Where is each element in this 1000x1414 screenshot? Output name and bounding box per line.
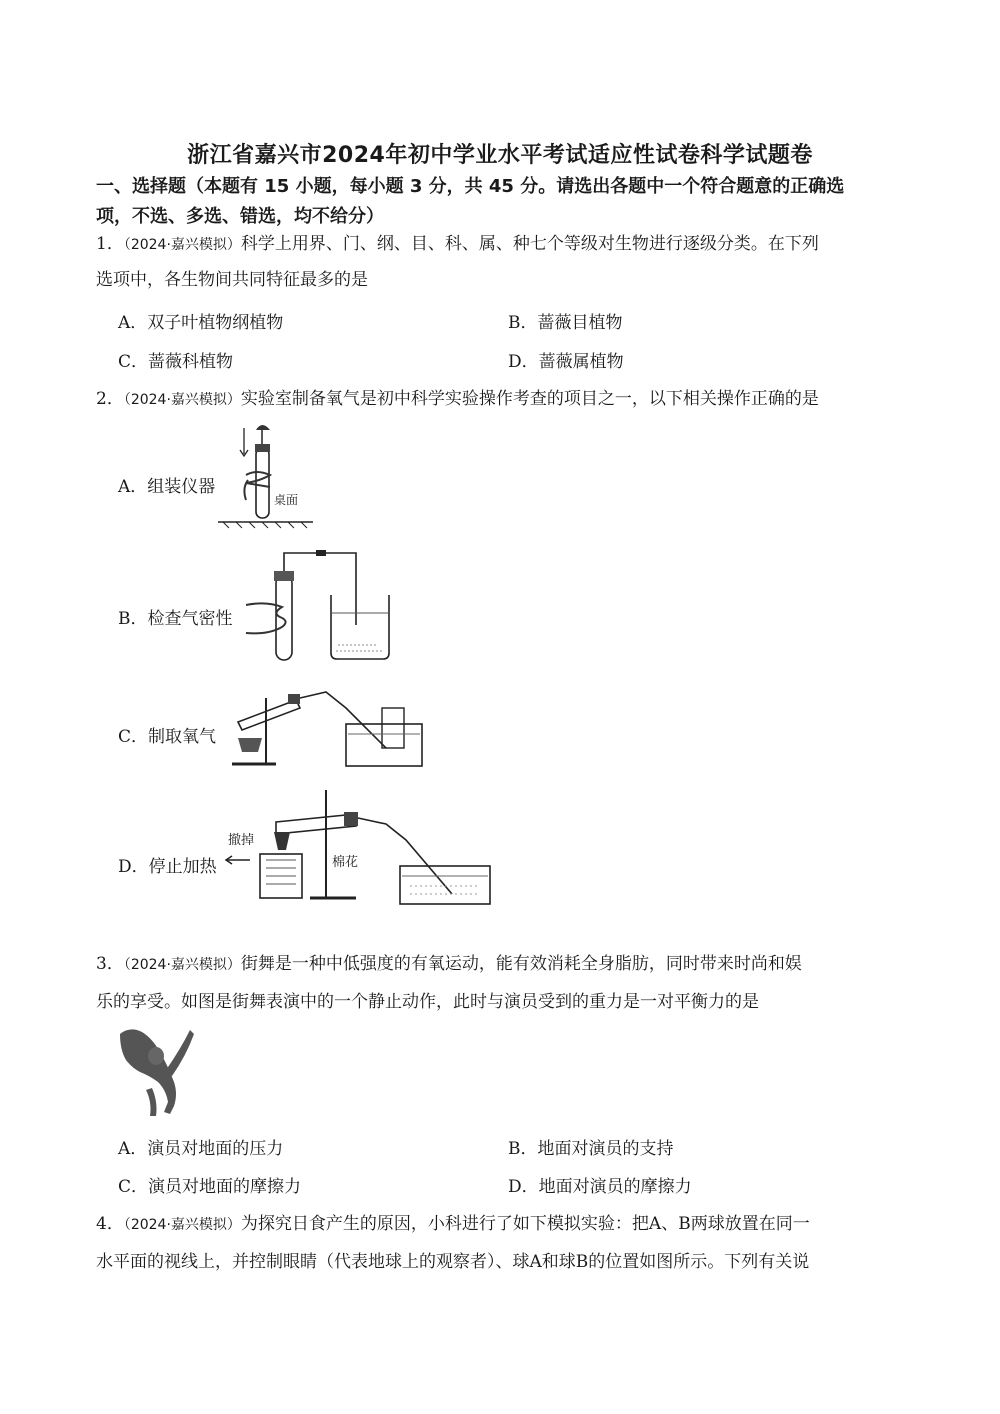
q3-source: （2024·嘉兴模拟）	[123, 957, 241, 973]
q2-text: 实验室制备氧气是初中科学实验操作考查的项目之一，以下相关操作正确的是	[240, 389, 819, 409]
section-header	[96, 172, 916, 232]
q3-option-c[interactable]	[118, 1172, 301, 1197]
q4-line2: 水平面的视线上，并控制眼睛（代表地球上的观察者）、球A和球B的位置如图所示。下列有关说	[96, 1252, 810, 1272]
option-label: C．	[118, 352, 149, 372]
option-label: B．	[508, 313, 538, 333]
option-text: 蔷薇目植物	[537, 313, 623, 333]
option-text: 组装仪器	[147, 477, 216, 497]
q4-line1	[96, 1212, 810, 1237]
option-text: 蔷薇科植物	[148, 352, 234, 372]
option-text: 蔷薇属植物	[538, 352, 624, 372]
option-label: B．	[118, 609, 148, 629]
q1-option-a[interactable]	[118, 308, 283, 333]
q3-figure-dancer	[116, 1020, 196, 1120]
option-text: 地面对演员的摩擦力	[538, 1177, 692, 1197]
remove-label: 撤掉	[228, 833, 255, 848]
q2-option-b[interactable]	[118, 604, 233, 629]
section-header-line2: 项，不选、多选、错选，均不给分）	[96, 206, 384, 227]
q2-figure-d-stop-heating	[226, 782, 496, 906]
option-label: C．	[118, 727, 149, 747]
option-text: 制取氧气	[148, 727, 217, 747]
option-label: D．	[508, 352, 539, 372]
option-label: A．	[118, 313, 148, 333]
option-label: B．	[508, 1139, 538, 1159]
q3-number: 3．	[96, 954, 124, 974]
section-header-line1: 一、选择题（本题有 15 小题，每小题 3 分，共 45 分。请选出各题中一个符合题意的正确选	[96, 176, 845, 197]
q3-line1	[96, 952, 802, 977]
q3-text: 街舞是一种中低强度的有氧运动，能有效消耗全身脂肪，同时带来时尚和娱	[240, 954, 802, 974]
q1-option-d[interactable]	[508, 347, 624, 372]
option-text: 演员对地面的摩擦力	[148, 1177, 302, 1197]
option-label: A．	[118, 477, 148, 497]
option-label: D．	[118, 857, 149, 877]
q3-option-a[interactable]	[118, 1134, 283, 1159]
q2-option-c[interactable]	[118, 722, 216, 747]
q1-option-c[interactable]	[118, 347, 233, 372]
q2-option-d[interactable]	[118, 852, 217, 877]
option-text: 双子叶植物纲植物	[147, 313, 284, 333]
option-label: D．	[508, 1177, 539, 1197]
q2-figure-a-assemble	[218, 420, 318, 530]
q3-line2: 乐的享受。如图是街舞表演中的一个静止动作，此时与演员受到的重力是一对平衡力的是	[96, 992, 759, 1012]
q1-number: 1．	[96, 234, 124, 254]
q1-line2: 选项中，各生物间共同特征最多的是	[96, 270, 368, 290]
cotton-label: 棉花	[332, 855, 359, 870]
q1-line1	[96, 232, 819, 257]
desk-label: 桌面	[274, 493, 299, 507]
option-text: 演员对地面的压力	[147, 1139, 284, 1159]
q4-text: 为探究日食产生的原因，小科进行了如下模拟实验：把A、B两球放置在同一	[240, 1214, 810, 1234]
option-text: 地面对演员的支持	[537, 1139, 674, 1159]
q3-option-d[interactable]	[508, 1172, 692, 1197]
q4-number: 4．	[96, 1214, 124, 1234]
option-text: 停止加热	[148, 857, 217, 877]
q1-source: （2024·嘉兴模拟）	[123, 237, 241, 253]
q2-line1	[96, 387, 819, 412]
q3-option-b[interactable]	[508, 1134, 674, 1159]
q1-text: 科学上用界、门、纲、目、科、属、种七个等级对生物进行逐级分类。在下列	[240, 234, 819, 254]
q4-source: （2024·嘉兴模拟）	[123, 1217, 241, 1233]
q1-option-b[interactable]	[508, 308, 623, 333]
q2-number: 2．	[96, 389, 124, 409]
q2-source: （2024·嘉兴模拟）	[123, 392, 241, 408]
option-text: 检查气密性	[147, 609, 233, 629]
q2-figure-b-airtightness	[246, 545, 396, 665]
page-title: 浙江省嘉兴市2024年初中学业水平考试适应性试卷科学试题卷	[187, 143, 813, 168]
option-label: C．	[118, 1177, 149, 1197]
q2-figure-c-produce-oxygen	[226, 678, 426, 770]
q2-option-a[interactable]	[118, 472, 215, 497]
option-label: A．	[118, 1139, 148, 1159]
